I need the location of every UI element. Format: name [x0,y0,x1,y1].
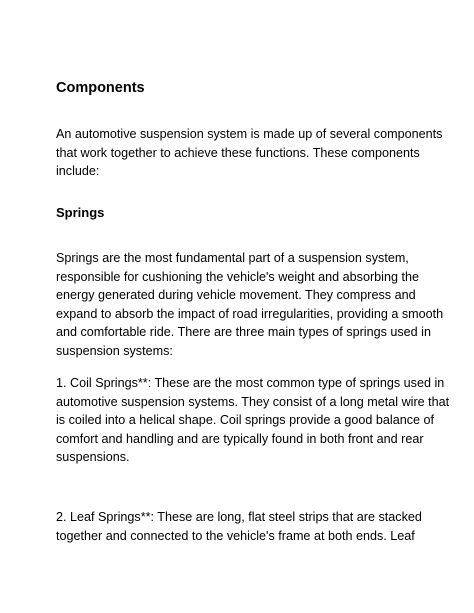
paragraph-line: Springs are the most fundamental part of a suspension system, [56,251,409,265]
paragraph-line: expand to absorb the impact of road irregularities, providing a smooth [56,306,444,321]
paragraph-line: comfort and handling and are typically found in both front and rear [56,431,424,446]
coil-springs-paragraph [56,374,450,467]
paragraph-line: suspensions. [56,450,130,465]
paragraph-line: include: [56,164,100,179]
leaf-springs-paragraph [56,508,426,545]
paragraph-line: 1. Coil Springs**: These are the most common type of springs used in [56,376,445,390]
paragraph-line: responsible for cushioning the vehicle's weight and absorbing the [56,269,419,284]
paragraph-line: An automotive suspension system is made up of several components [56,127,443,141]
paragraph-line: energy generated during vehicle movement. They compress and [56,288,416,303]
paragraph-line: that work together to achieve these functions. These components [56,145,420,160]
paragraph-line: together and connected to the vehicle's frame at both ends. Leaf [56,528,415,543]
paragraph-line: 2. Leaf Springs**: These are long, flat steel strips that are stacked [56,510,422,524]
paragraph-line: automotive suspension systems. They consist of a long metal wire that [56,394,450,409]
heading-components: Components [56,80,145,96]
heading-springs: Springs [56,205,105,220]
paragraph-line: suspension systems: [56,343,173,358]
springs-paragraph [56,249,444,361]
paragraph-line: and comfortable ride. There are three main types of springs used in [56,325,431,340]
paragraph-line: is coiled into a helical shape. Coil springs provide a good balance of [56,413,435,428]
intro-paragraph [56,125,443,181]
